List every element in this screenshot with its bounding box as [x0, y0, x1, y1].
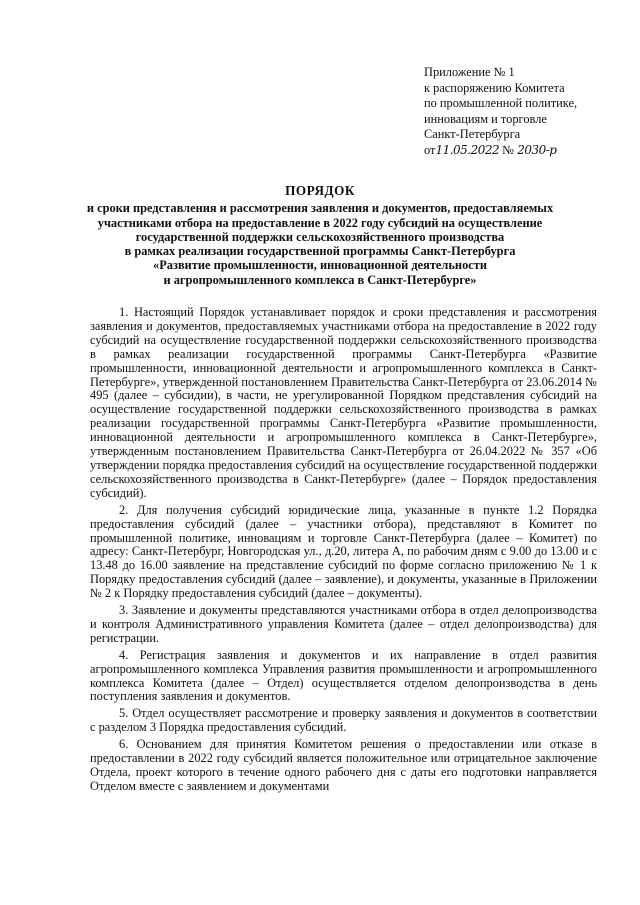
appendix-line: к распоряжению Комитета	[424, 80, 565, 95]
paragraph-6: 6. Основанием для принятия Комитетом решения о предоставлении или отказе в предоставлении в 2022 году субсидий является положительное или отрицательное заключение Отдела, проект которого в течение одного рабочего дня с даты его подготовки направляется Отделом вместе с заявлением и документами	[90, 737, 597, 793]
paragraph-1: 1. Настоящий Порядок устанавливает порядок и сроки представления и рассмотрения заявления и документов, предоставляемых участниками отбора на предоставление в 2022 году субсидий на осуществление государственной поддержки сельскохозяйственного производства в рамках реализации государственной программы Санкт-Петербурга «Развитие промышленности, инновационной деятельности и агропромышленного комплекса в Санкт-Петербурге», утвержденной постановлением Правительства Санкт-Петербурга от 23.06.2014 № 495 (далее – субсидии), в части, не урегулированной Порядком представления субсидий на осуществление государственной поддержки сельскохозяйственного производства в рамках реализации государственной программы Санкт-Петербурга «Развитие промышленности, инновационной деятельности и агропромышленного комплекса в Санкт-Петербурге», утвержденным постановлением Правительства Санкт-Петербурга от 26.04.2022 № 357 «Об утверждении порядка предоставления субсидий на осуществление государственной поддержки сельскохозяйственного производства в Санкт-Петербурге» (далее – Порядок предоставления субсидий).	[90, 305, 597, 500]
title-line: «Развитие промышленности, инновационной деятельности	[153, 258, 487, 273]
document-title	[40, 184, 600, 287]
number-prefix: №	[499, 142, 518, 157]
appendix-line: по промышленной политике,	[424, 96, 578, 110]
paragraph-5: 5. Отдел осуществляет рассмотрение и проверку заявления и документов в соответствии с разделом 3 Порядка предоставления субсидий.	[90, 706, 597, 735]
paragraph-2: 2. Для получения субсидий юридические лица, указанные в пункте 1.2 Порядка предоставления субсидий (далее – участники отбора), представляют в Комитет по промышленной политике, инновациям и торговле Санкт-Петербурга (далее – Комитет) по адресу: Санкт-Петербург, Новгородская ул., д.20, литера А, по рабочим дням с 9.00 до 13.00 и с 13.48 до 16.00 заявление на представление субсидий по форме согласно приложению № 1 к Порядку предоставления субсидий (далее – заявление), и документы, указанные в Приложении № 2 к Порядку предоставления субсидий (далее – документы).	[90, 502, 597, 601]
title-main: ПОРЯДОК	[285, 183, 355, 198]
document-body	[90, 306, 597, 797]
title-line: и сроки представления и рассмотрения заявления и документов, предоставляемых	[86, 201, 554, 216]
appendix-line: Приложение № 1	[424, 65, 515, 79]
appendix-date-line	[424, 143, 624, 159]
title-line: участниками отбора на предоставление в 2022 году субсидий на осуществление	[97, 215, 543, 230]
paragraph-4: 4. Регистрация заявления и документов и их направление в отдел развития агропромышленного комплекса Управления развития промышленности и агропромышленного комплекса Комитета (далее – Отдел) осуществляется отделом делопроизводства в день поступления заявления и документов.	[90, 647, 597, 704]
appendix-line: Санкт-Петербурга	[424, 127, 521, 141]
handwritten-date: 11.05.2022	[435, 142, 500, 157]
title-line: в рамках реализации государственной программы Санкт-Петербурга	[124, 244, 516, 259]
date-prefix: от	[424, 142, 436, 157]
appendix-line: инновациям и торговле	[424, 111, 547, 126]
title-line: государственной поддержки сельскохозяйственного производства	[135, 229, 505, 244]
title-line: и агропромышленного комплекса в Санкт-Петербурге»	[163, 272, 477, 287]
appendix-block	[424, 65, 624, 158]
handwritten-number: 2030-р	[517, 142, 557, 157]
paragraph-3: 3. Заявление и документы представляются участниками отбора в отдел делопроизводства и контроля Административного управления Комитета (далее – отдел делопроизводства) для регистрации.	[90, 603, 597, 645]
